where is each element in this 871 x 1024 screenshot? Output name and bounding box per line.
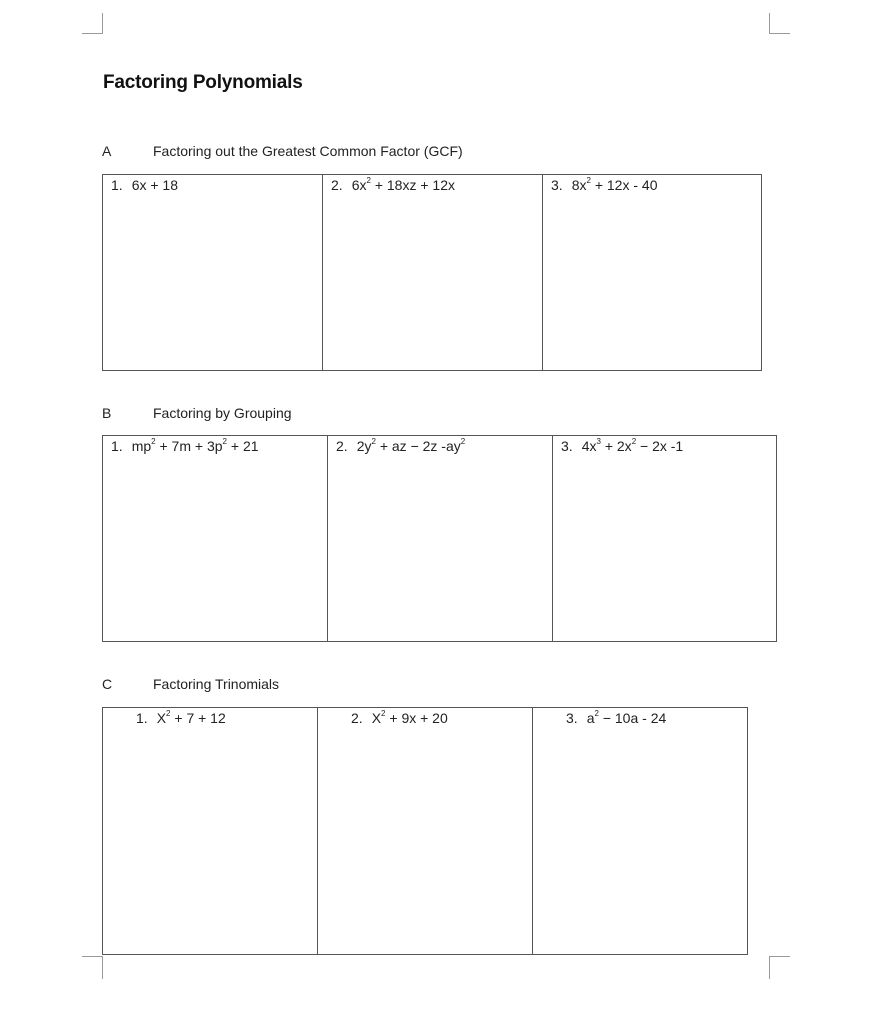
problem-expression-part: 8x <box>571 177 587 193</box>
problem-expression: 6x + 18 <box>131 177 179 193</box>
problem-cell[interactable] <box>328 436 553 642</box>
problem-expression-part: − 10a - 24 <box>598 710 667 726</box>
problem-expression-part: + 2x <box>600 438 632 454</box>
problem-number: 3. <box>551 177 563 193</box>
exponent: 2 <box>381 709 386 718</box>
exponent: 2 <box>586 176 591 185</box>
problem-expression-part: mp <box>131 438 152 454</box>
problem-expression-part: 6x <box>351 177 367 193</box>
problem-cell[interactable] <box>103 175 323 371</box>
crop-mark-bottom-right <box>769 956 790 979</box>
section-c-letter: C <box>102 676 113 692</box>
problem-expression-part: + 7 + 12 <box>170 710 226 726</box>
problem-number: 3. <box>566 710 578 726</box>
section-c-heading: Factoring Trinomials <box>153 676 280 692</box>
exponent: 2 <box>151 437 156 446</box>
exponent: 2 <box>366 176 371 185</box>
exponent: 2 <box>371 437 376 446</box>
problem-expression-part: + 7m + 3p <box>155 438 223 454</box>
exponent: 2 <box>222 437 227 446</box>
crop-mark-bottom-left <box>82 956 103 979</box>
problem-cell[interactable] <box>553 436 777 642</box>
problem-number: 2. <box>331 177 343 193</box>
problem-cell[interactable] <box>533 708 748 955</box>
problem-number: 1. <box>111 177 123 193</box>
problem-expression-part: − 2x -1 <box>636 438 684 454</box>
problem-expression-part: 2y <box>356 438 372 454</box>
problem-expression-part: X <box>371 710 382 726</box>
problem-cell[interactable] <box>103 708 318 955</box>
problem-number: 3. <box>561 438 573 454</box>
problem-cell[interactable] <box>323 175 543 371</box>
exponent: 2 <box>631 437 637 446</box>
problem-expression-part: + 9x + 20 <box>385 710 448 726</box>
section-b-table <box>102 435 777 642</box>
problem-expression-part: + 21 <box>226 438 259 454</box>
section-c-table <box>102 707 748 955</box>
problem-cell[interactable] <box>543 175 762 371</box>
crop-mark-top-right <box>769 13 790 34</box>
crop-mark-top-left <box>82 13 103 34</box>
problem-number: 2. <box>336 438 348 454</box>
exponent: 2 <box>166 709 171 718</box>
section-a-letter: A <box>102 143 112 159</box>
section-a-heading: Factoring out the Greatest Common Factor (GCF) <box>153 143 463 159</box>
exponent: 2 <box>460 437 466 446</box>
problem-expression-part: X <box>156 710 167 726</box>
section-a-table <box>102 174 762 371</box>
problem-number: 2. <box>351 710 363 726</box>
problem-cell[interactable] <box>318 708 533 955</box>
exponent: 2 <box>594 709 599 718</box>
problem-expression-part: + az − 2z -ay <box>375 438 461 454</box>
problem-expression-part: 4x <box>581 438 597 454</box>
problem-expression-part: + 12x - 40 <box>590 177 658 193</box>
problem-number: 1. <box>136 710 148 726</box>
problem-cell[interactable] <box>103 436 328 642</box>
problem-expression-part: + 18xz + 12x <box>370 177 455 193</box>
section-b-heading: Factoring by Grouping <box>153 405 292 421</box>
exponent: 3 <box>596 437 601 446</box>
problem-number: 1. <box>111 438 123 454</box>
problem-expression-part: a <box>586 710 595 726</box>
page-title: Factoring Polynomials <box>103 72 303 93</box>
section-b-letter: B <box>102 405 112 421</box>
